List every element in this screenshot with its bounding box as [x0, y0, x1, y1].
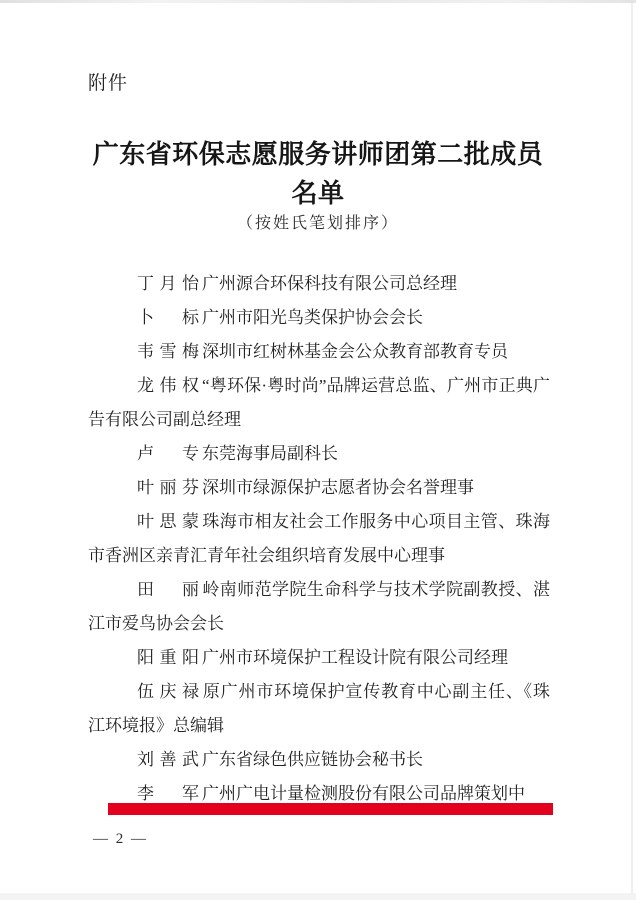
member-role: 原广州市环境保护宣传教育中心副主任、《珠江环境报》总编辑 [88, 682, 550, 735]
member-entry [88, 641, 550, 675]
attachment-label: 附件 [88, 73, 129, 94]
red-highlight-bar [108, 803, 553, 815]
member-name: 刘善武 [137, 750, 199, 769]
document-title-line2: 名单 [291, 179, 345, 209]
member-name: 龙伟权 [137, 376, 199, 395]
sort-order-note: （按姓氏笔划排序） [236, 215, 399, 232]
member-entry [88, 471, 550, 505]
member-entry [88, 301, 550, 335]
member-name: 丁月怡 [137, 274, 199, 293]
member-name: 田 丽 [137, 580, 199, 599]
member-role: 广州市环境保护工程设计院有限公司经理 [202, 648, 508, 667]
scan-artifact-right [631, 0, 633, 900]
member-name: 韦雪梅 [137, 342, 199, 361]
scan-artifact-bottom [0, 893, 636, 900]
member-role: 深圳市红树林基金会公众教育部教育专员 [202, 342, 508, 361]
member-role: 广州源合环保科技有限公司总经理 [202, 274, 457, 293]
member-role: 岭南师范学院生命科学与技术学院副教授、湛江市爱鸟协会会长 [88, 580, 550, 633]
member-name: 伍庆禄 [137, 682, 199, 701]
member-list [88, 267, 550, 811]
member-name: 卢 专 [137, 444, 199, 463]
member-name: 李 军 [137, 784, 199, 803]
document-title-line1: 广东省环保志愿服务讲师团第二批成员 [92, 140, 544, 170]
member-role: 广州市阳光鸟类保护协会会长 [202, 308, 423, 327]
member-role: 广州广电计量检测股份有限公司品牌策划中 [202, 784, 525, 803]
document-title [0, 136, 636, 214]
member-role: 珠海市相友社会工作服务中心项目主管、珠海市香洲区亲青汇青年社会组织培育发展中心理事 [88, 512, 550, 565]
member-role: 东莞海事局副科长 [202, 444, 338, 463]
member-role: 深圳市绿源保护志愿者协会名誉理事 [202, 478, 474, 497]
member-entry [88, 675, 550, 743]
member-name: 叶丽芬 [137, 478, 199, 497]
scan-artifact-top [0, 0, 636, 3]
member-entry [88, 573, 550, 641]
member-entry [88, 369, 550, 437]
member-entry [88, 437, 550, 471]
member-role: 广东省绿色供应链协会秘书长 [202, 750, 423, 769]
page-number: — 2 — [93, 831, 148, 847]
member-name: 阳重阳 [137, 648, 199, 667]
member-name: 卜 标 [137, 308, 199, 327]
member-entry [88, 743, 550, 777]
member-name: 叶思蒙 [137, 512, 199, 531]
member-entry [88, 335, 550, 369]
member-role: “粤环保·粤时尚”品牌运营总监、广州市正典广告有限公司副总经理 [88, 376, 550, 429]
member-entry [88, 505, 550, 573]
member-entry [88, 267, 550, 301]
